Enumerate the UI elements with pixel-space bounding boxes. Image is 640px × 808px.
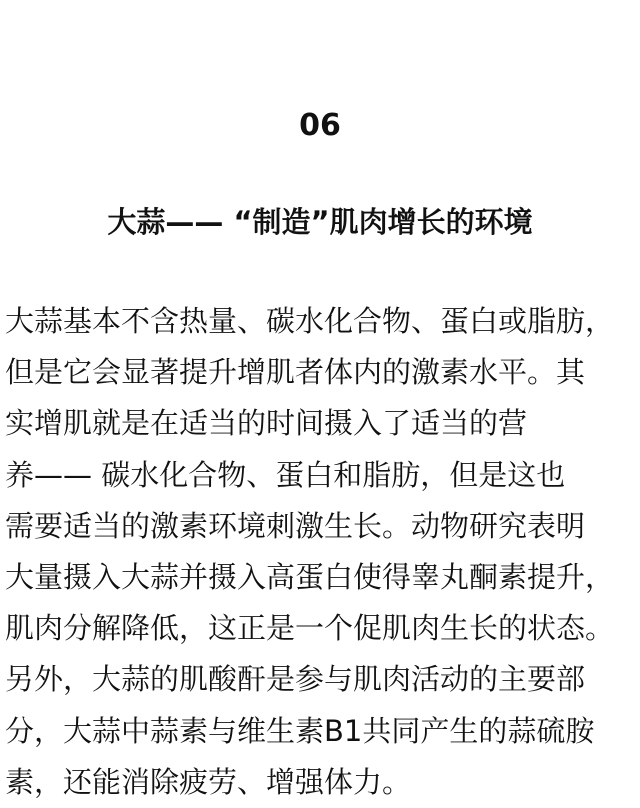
paragraph-line: 素，还能消除疲劳、增强体力。	[5, 764, 412, 799]
paragraph-line: 但是它会显著提升增肌者体内的激素水平。其	[5, 355, 586, 390]
paragraph-line: 分，大蒜中蒜素与维生素B1共同产生的蒜硫胺	[5, 713, 595, 748]
paragraph-line: 肌肉分解降低，这正是一个促肌肉生长的状态。	[5, 611, 615, 646]
section-title: 大蒜—— “制造”肌肉增长的环境	[107, 205, 533, 239]
paragraph-line: 养—— 碳水化合物、蛋白和脂肪，但是这也	[5, 457, 566, 492]
paragraph-line: 实增肌就是在适当的时间摄入了适当的营	[5, 406, 528, 441]
paragraph-line: 大量摄入大蒜并摄入高蛋白使得睾丸酮素提升，	[5, 560, 615, 595]
paragraph-line: 另外，大蒜的肌酸酐是参与肌肉活动的主要部	[5, 662, 586, 697]
paragraph-line: 需要适当的激素环境刺激生长。动物研究表明	[5, 508, 586, 543]
paragraph-line: 大蒜基本不含热量、碳水化合物、蛋白或脂肪，	[5, 304, 615, 338]
body-paragraph	[5, 296, 639, 808]
section-number: 06	[299, 108, 341, 143]
